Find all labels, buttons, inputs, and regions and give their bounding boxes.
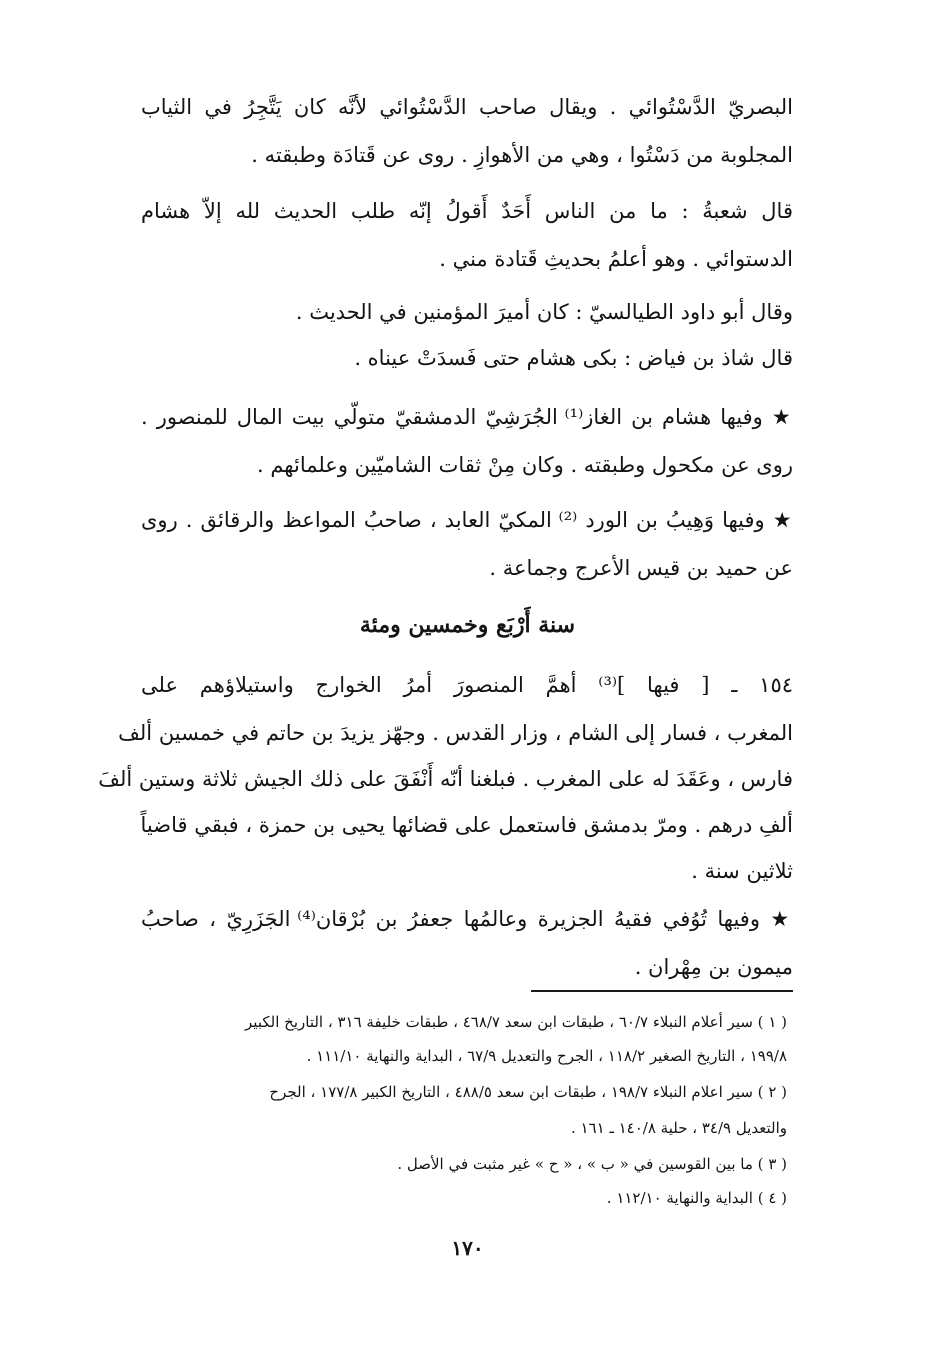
- para6-line2: ميمون بن مِهْران .: [634, 955, 793, 979]
- section-heading: سنة أَرْبَع وخمسين ومئة: [359, 612, 576, 638]
- para3-line2: روى عن مكحول وطبقته . وكان مِنْ ثقات الشاميّين وعلمائهم .: [256, 453, 793, 477]
- page-number: ١٧٠: [451, 1236, 484, 1260]
- footnote-1-line1: ( ١ ) سير أعلام النبلاء ٦٠/٧ ، طبقات ابن سعد ٤٦٨/٧ ، طبقات خليفة ٣١٦ ، التاريخ الكبير: [245, 1013, 787, 1031]
- para4-line1: ★ وفيها وَهِيبُ بن الورد ⁽²⁾ المكيّ العابد ، صاحبُ المواعظ والرقائق . روى: [141, 508, 793, 532]
- year154-line1: ١٥٤ ـ [ فيها ]⁽³⁾ أهمَّ المنصورَ أمرُ الخوارج واستيلاؤهم على: [141, 673, 794, 697]
- year154-line3: فارس ، وعَقَدَ له على المغرب . فبلغنا أنّه أَنْفَقَ على ذلك الجيش ثلاثة وستين ألفَ: [98, 767, 793, 791]
- year154-line5: ثلاثين سنة .: [691, 859, 793, 883]
- year154-line4: ألفِ درهم . ومرّ بدمشق فاستعمل على قضائها يحيى بن حمزة ، فبقي قاضياً: [140, 813, 793, 837]
- para2-line1: قال شعبةُ : ما من الناس أَحَدٌ أَقولُ إنّه طلب الحديث لله إلاّ هشام: [141, 199, 793, 223]
- footnote-separator: [531, 990, 793, 992]
- footnote-2-line1: ( ٢ ) سير اعلام النبلاء ١٩٨/٧ ، طبقات ابن سعد ٤٨٨/٥ ، التاريخ الكبير ١٧٧/٨ ، الجرح: [269, 1083, 787, 1101]
- year154-line2: المغرب ، فسار إلى الشام ، وزار القدس . وجهّز يزيدَ بن حاتم في خمسين ألف: [118, 721, 793, 745]
- footnote-3: ( ٣ ) ما بين القوسين في « ب » ، « ح » غير مثبت في الأصل .: [397, 1155, 787, 1173]
- quote-shadh: قال شاذ بن فياض : بكى هشام حتى فَسدَتْ عيناه .: [354, 346, 793, 370]
- para1-line2: المجلوبة من دَسْتُوا ، وهي من الأهوازِ . روى عن قَتادَة وطبقته .: [251, 143, 793, 167]
- footnote-2-line2: والتعديل ٣٤/٩ ، حلية ١٤٠/٨ ـ ١٦١ .: [570, 1119, 787, 1137]
- para3-line1: ★ وفيها هشام بن الغاز⁽¹⁾ الجُرَشِيّ الدمشقيّ متولّي بيت المال للمنصور .: [141, 405, 793, 429]
- quote-tayalisi: وقال أبو داود الطيالسيّ : كان أميرَ المؤمنين في الحديث .: [295, 300, 793, 324]
- para6-line1: ★ وفيها تُوُفي فقيهُ الجزيرة وعالمُها جعفرُ بن بُرْقان⁽⁴⁾ الجَزَرِيّ ، صاحبُ: [141, 907, 793, 931]
- footnote-1-line2: ١٩٩/٨ ، التاريخ الصغير ١١٨/٢ ، الجرح والتعديل ٦٧/٩ ، البداية والنهاية ١١١/١٠ .: [306, 1047, 787, 1065]
- para4-line2: عن حميد بن قيس الأعرج وجماعة .: [489, 556, 793, 580]
- footnote-4: ( ٤ ) البداية والنهاية ١١٢/١٠ .: [606, 1189, 787, 1207]
- para2-line2: الدستوائي . وهو أعلمُ بحديثِ قَتادة مني .: [439, 247, 793, 271]
- para1-line1: البصريّ الدَّسْتُوائي . ويقال صاحب الدَّسْتُوائي لأنَّه كان يَتَّجِرُ في الثياب: [141, 95, 793, 119]
